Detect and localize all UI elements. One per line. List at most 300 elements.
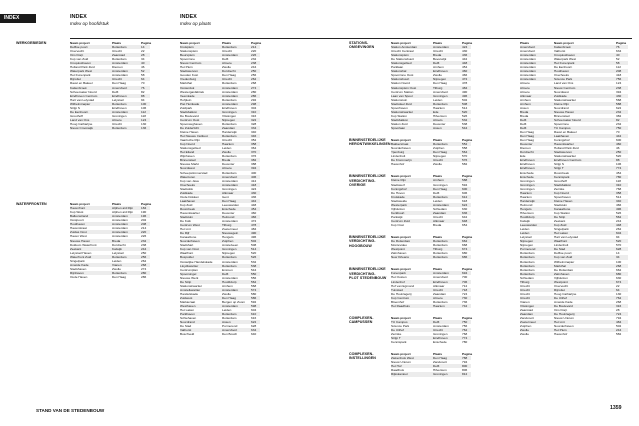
place-cell: Zalmhaven (554, 271, 570, 276)
page-cell: 112 (141, 109, 146, 114)
project-cell: Zoetermeer (520, 320, 536, 325)
place-cell: Rotterdam (112, 270, 127, 275)
project-cell: Spoorzone (180, 57, 195, 62)
page-cell: 340 (251, 130, 257, 135)
place-cell: Tilburg (222, 223, 232, 228)
project-cell: Lindenhof (391, 279, 405, 284)
place-cell: Nieuwe Haven (554, 109, 575, 114)
project-cell: Ziekenhuis West (391, 356, 414, 361)
project-cell: Schiedam (520, 275, 534, 280)
page-cell: 436 (462, 53, 468, 58)
place-cell: Amsterdam (112, 73, 128, 78)
project-cell: Het Eiland (180, 150, 195, 155)
project-cell: Boschveld (180, 332, 195, 337)
project-cell: Breda (520, 109, 529, 114)
place-cell: Den Haag (433, 81, 447, 86)
place-cell: Naam project (554, 41, 574, 45)
place-cell: Waterpark West (554, 57, 577, 62)
page-cell: 558 (462, 146, 468, 151)
page-cell: 484 (462, 85, 468, 90)
page-cell: 238 (141, 242, 147, 247)
project-cell: Haarlem (520, 190, 532, 195)
project-cell: Kruisplein (180, 45, 194, 50)
page-cell: 662 (462, 239, 468, 244)
project-cell: Singelpark (70, 258, 85, 263)
section-label-line: VERDICHTING- (349, 239, 376, 244)
place-cell: Kop Station (554, 210, 570, 215)
project-cell: Laan van Spoor (391, 93, 413, 98)
project-cell: Stationsbuurt (391, 77, 410, 82)
project-cell: Eindhoven (520, 162, 535, 167)
place-cell: Den Haag (433, 356, 447, 361)
project-cell: Rijkskantoor (391, 372, 409, 377)
page-cell: 226 (141, 234, 147, 239)
project-cell: Lloydkwartier (180, 263, 199, 268)
project-cell: Eindhoven Centrum (70, 93, 98, 98)
header-left-subtitle: Index op hoofdstuk (70, 21, 109, 26)
page-cell: 400 (251, 170, 257, 175)
project-cell: Binnenstad (180, 158, 196, 163)
place-cell: Rotterdam (222, 170, 237, 175)
place-cell: Amsterdam (112, 234, 128, 239)
place-cell: Rotterdam (433, 194, 448, 199)
page-cell: 286 (251, 93, 257, 98)
page-cell: 630 (616, 275, 622, 280)
project-cell: Kruiskade (391, 194, 405, 199)
place-cell: Haarlem (433, 105, 445, 110)
place-cell: Eindhoven (433, 279, 448, 284)
place-cell: Amsterdam (222, 101, 238, 106)
project-cell: Naam project (180, 41, 200, 45)
page-cell: 674 (616, 279, 622, 284)
project-cell: Naam project (391, 315, 411, 320)
page-cell: 580 (251, 291, 257, 296)
project-cell: Stationsplein (391, 53, 409, 58)
project-cell: Enschede (520, 170, 534, 175)
place-cell: Utrecht (112, 49, 122, 54)
section-label (349, 174, 386, 187)
project-cell: Vaartsche Rijn (180, 138, 200, 143)
place-cell: Rotterdam (222, 154, 237, 159)
page-cell: 582 (616, 332, 622, 337)
place-cell: Schoemaker Noord (554, 117, 581, 122)
place-cell: Alkmaar (433, 218, 445, 223)
project-cell: Deventer (520, 142, 533, 147)
table-row (391, 126, 471, 130)
place-cell: Amsterdam (112, 61, 128, 66)
page-cell: 532 (251, 259, 257, 264)
project-cell: Eindhoven (520, 158, 535, 163)
place-cell: Ede (433, 109, 439, 114)
project-cell: Scheepstimmerstad (180, 170, 208, 175)
page-cell: 118 (616, 178, 621, 183)
section-label (349, 235, 386, 248)
project-cell: Schoemaker Noord (70, 89, 97, 94)
page-cell: 508 (251, 243, 257, 248)
project-cell: Noorderhaven (180, 239, 200, 244)
table-row (520, 332, 628, 336)
page-cell: 388 (251, 162, 257, 167)
header-right-title: INDEX (180, 14, 197, 20)
place-cell: Rotterdam (433, 299, 448, 304)
place-cell: Groningen (222, 247, 237, 252)
place-cell: Zutphen (433, 146, 445, 151)
project-cell: Delft (520, 121, 527, 126)
project-cell: Science Park (391, 323, 410, 328)
project-cell: De Strip (180, 279, 192, 284)
project-cell: Roombeek (180, 206, 195, 211)
place-cell: Haarlem (433, 303, 445, 308)
project-cell: Handelskade (180, 291, 199, 296)
page-cell: 418 (616, 73, 622, 78)
page-cell: 756 (462, 323, 468, 328)
project-cell: Markiezaat (180, 300, 196, 304)
page-cell: 448 (616, 223, 622, 228)
place-cell: Deventer (222, 162, 235, 167)
place-cell: De Strip (554, 215, 566, 220)
place-cell: Nieuw Centrum (554, 85, 576, 90)
project-cell: Parklaan (391, 65, 404, 70)
place-cell: De Eenhoorn (554, 65, 573, 70)
project-cell: Naam project (70, 41, 90, 45)
place-cell: Breda (222, 158, 231, 163)
project-cell: De Kolk (180, 219, 191, 224)
page-cell: 244 (141, 246, 147, 251)
section-label-line: COMPLEXEN- (349, 315, 374, 320)
page-cell: 622 (616, 105, 622, 110)
project-cell: Land van Ons (70, 117, 90, 122)
project-cell: Eindhoven (520, 166, 535, 171)
place-cell: Laakhaven (554, 134, 570, 139)
place-cell: Rotterdam (222, 45, 237, 50)
place-cell: Amsterdam (112, 230, 128, 235)
place-cell: Havenhof (554, 332, 568, 337)
page-cell: 130 (141, 121, 147, 126)
place-cell: Holland Park Zuid (554, 146, 579, 151)
project-cell: Vijfsluizen (391, 206, 405, 211)
place-cell: Almelo (433, 117, 443, 122)
place-cell: Nijmegen (222, 251, 236, 256)
place-cell: Zeekant (554, 219, 566, 224)
place-cell: Groningen (433, 372, 448, 377)
place-cell: Helmond (222, 215, 235, 220)
place-cell: Breda (433, 223, 442, 227)
place-cell: Arnhem (222, 283, 233, 288)
project-cell: Amersfoort (520, 45, 536, 50)
place-cell: Den Haag (222, 198, 236, 203)
place-cell: Hengelo (222, 235, 234, 240)
project-cell: Strijp T (391, 336, 401, 341)
project-cell: Leeuwarden (520, 223, 538, 228)
project-cell: Naam project (70, 202, 90, 207)
page-cell: 250 (141, 250, 147, 255)
place-cell: Kennispark (554, 174, 570, 179)
page-cell: 600 (616, 138, 622, 143)
project-cell: Zaanstad (520, 308, 533, 313)
place-cell: Singelpark (554, 227, 569, 232)
page-cell: 136 (141, 125, 147, 130)
project-cell: Balkonstrand (70, 214, 89, 219)
place-cell: Rotterdam (222, 312, 237, 317)
place-cell: Kleine Haven (554, 198, 573, 203)
page-cell: 190 (141, 210, 147, 215)
place-cell: Utrecht (433, 214, 443, 219)
place-cell: Katwijk (112, 246, 122, 251)
project-cell: Groningen (520, 178, 535, 183)
place-cell: Den Haag (112, 274, 126, 279)
page-cell: 100 (141, 101, 147, 106)
page-cell: 94 (141, 97, 145, 102)
page-cell: 448 (462, 61, 468, 66)
place-cell: Utrecht (433, 49, 443, 54)
place-cell: Het Funenpark (554, 61, 575, 66)
place-cell: Waalfront (554, 239, 568, 244)
project-cell: Noordwest (180, 166, 195, 171)
place-cell: Ameide Kade (554, 300, 573, 304)
place-cell: Stationskwartier (554, 97, 577, 102)
page-cell: 806 (462, 368, 468, 373)
project-cell: Rotterdam (520, 251, 535, 256)
page-cell: 430 (616, 93, 622, 98)
page-cell: 640 (251, 332, 257, 337)
page-cell: 610 (251, 312, 257, 317)
table-row (391, 340, 471, 344)
place-cell: Amersfoort (222, 174, 238, 179)
project-cell: Kop van Oost (180, 247, 199, 252)
project-cell: Stationskwartier (180, 283, 203, 288)
place-cell: Vianen (112, 262, 122, 267)
place-cell: De Uithof (554, 295, 567, 300)
project-cell: Hof van Egmond (391, 283, 415, 288)
page-cell: 674 (462, 247, 468, 252)
page-cell: 352 (251, 138, 257, 143)
project-cell: Naam project (391, 235, 411, 240)
project-cell: TU Campus (391, 319, 408, 324)
place-cell: Roombeek (554, 170, 569, 175)
place-cell: Assen (433, 125, 442, 130)
project-cell: Nieuw Centrum (180, 61, 202, 66)
page-cell: 268 (616, 263, 622, 268)
project-cell: Het Lint (180, 227, 191, 232)
place-cell: Utrecht (112, 121, 122, 126)
page-cell: 124 (141, 117, 147, 122)
place-cell: Het Laken (554, 231, 569, 236)
page-cell: 724 (462, 291, 468, 296)
place-cell: Amsterdam (222, 287, 238, 292)
page-cell: 538 (251, 263, 257, 268)
project-cell: Kleine Rijn (391, 178, 406, 183)
place-cell: Stationskwartier (554, 154, 577, 159)
project-cell: De Houtzagerij (391, 291, 412, 296)
page-cell: 460 (251, 210, 257, 215)
place-cell: TU Campus (554, 125, 571, 130)
project-cell: Montevideo (391, 243, 407, 248)
project-cell: Holland Park Zuid (70, 65, 95, 70)
place-cell: Het Lint (554, 320, 565, 325)
project-cell: Zwolle (520, 328, 529, 333)
place-cell: Alphen a/d Rijn (112, 206, 133, 211)
page-cell: 526 (616, 210, 622, 215)
page-cell: 604 (616, 231, 622, 236)
page-cell: 22 (616, 283, 620, 288)
project-cell: Rotterdam (520, 267, 535, 272)
place-cell: Utrecht (222, 77, 232, 82)
project-cell: Zutphen (520, 324, 532, 329)
project-cell: Centrum Station (391, 89, 414, 94)
page-cell: 292 (251, 97, 257, 102)
project-cell: Het Raadhuis (391, 303, 410, 308)
project-cell: Hoofddorp (520, 215, 535, 220)
project-cell: Hengelo (520, 206, 532, 211)
page-cell: 562 (616, 215, 622, 220)
place-cell: Utrecht (433, 287, 443, 292)
project-cell: Het Laken (180, 308, 195, 313)
project-cell: Rotterdam (520, 271, 535, 276)
place-cell: Wilhelminapier (554, 259, 575, 264)
page-cell: 694 (462, 271, 468, 276)
project-cell: Gouden Kust (180, 73, 199, 78)
header-left (70, 14, 109, 27)
project-cell: Nieuwe Werk (180, 275, 199, 280)
project-cell: Leiden (520, 227, 530, 232)
project-cell: Kleine Haven (180, 130, 199, 135)
section-label-line: COMPLEXEN- (349, 352, 374, 357)
place-cell: Rotterdam (222, 81, 237, 86)
place-cell: Hilversum (433, 368, 447, 373)
page-cell: 364 (251, 146, 257, 151)
place-cell: De Houtzagerij (554, 312, 575, 317)
page-cell: 28 (141, 53, 145, 58)
project-cell: Amsterdam (520, 53, 536, 58)
page-cell: 436 (251, 194, 257, 199)
place-cell: Rotterdam (433, 142, 448, 147)
place-cell: Almere (222, 166, 232, 171)
project-cell: Watertoren (180, 174, 196, 179)
project-cell: Den Haag (520, 130, 534, 135)
page-cell: 574 (251, 287, 257, 292)
place-cell: Enschede (222, 206, 236, 211)
page-cell: 496 (251, 235, 257, 240)
project-cell: Nieuw Crooswijk (70, 125, 93, 130)
project-cell: Ypenburg (391, 150, 405, 155)
project-cell: Westhaven (180, 304, 196, 309)
place-cell: Utrecht (433, 158, 443, 163)
page-cell: 76 (616, 45, 620, 50)
place-cell: Amstelveen (222, 243, 239, 248)
place-cell: Amsterdam (112, 69, 128, 74)
page-cell: 424 (462, 45, 468, 50)
place-cell: Spoorzone (554, 121, 569, 126)
place-cell: Purmerend (222, 324, 238, 329)
place-cell: Zoetermeer (222, 227, 238, 232)
page-cell: 358 (251, 142, 257, 147)
project-cell: Zandvoort (520, 316, 534, 321)
project-cell: Havenhof (391, 162, 405, 167)
project-cell: Overhoeks (180, 182, 195, 187)
page-cell: 750 (462, 319, 468, 324)
place-cell: Amersfoort (222, 328, 238, 333)
place-cell: Groningen (433, 93, 448, 98)
project-cell: Rijnhaven (70, 270, 84, 275)
page-cell: 768 (462, 332, 468, 337)
project-cell: Stadswerf (391, 182, 405, 187)
project-cell: Koningshof (391, 186, 407, 191)
project-cell: Stationshal (391, 69, 407, 74)
project-cell: Delft (520, 125, 527, 130)
section-label-line: OVERIGE (349, 182, 366, 187)
project-cell: Hofplein (180, 97, 192, 102)
page-cell: 286 (141, 274, 147, 279)
place-cell: Amsterdam (112, 226, 128, 231)
page-cell: 46 (616, 146, 620, 151)
place-cell: Ons Dorp (554, 308, 568, 313)
place-cell: Delftse poort (554, 251, 572, 256)
project-cell: Oude Dokken (180, 194, 199, 199)
page-cell: 718 (462, 287, 468, 292)
place-cell: Alphen a/d Rijn (112, 210, 133, 215)
place-cell: Noorderhaven (554, 324, 574, 329)
place-cell: Rotterdam (112, 254, 127, 259)
project-cell: Groningen (520, 182, 535, 187)
place-cell: Rotterdam (433, 101, 448, 106)
page-cell: 226 (251, 53, 257, 58)
table-row (391, 372, 471, 376)
place-cell: Rotterdam (433, 251, 448, 256)
page-cell: 304 (251, 105, 257, 110)
place-cell: Rotterdam (222, 121, 237, 126)
page-cell: 576 (462, 158, 468, 163)
project-cell: Enschede (520, 174, 534, 179)
project-cell: Dordrecht (520, 150, 534, 155)
project-cell: De Zuiderlicht (180, 125, 200, 130)
page-cell: 606 (462, 190, 468, 195)
place-cell: De Rotterdam (554, 267, 574, 272)
project-cell: Stadswerven (180, 69, 198, 74)
place-cell: Groningen (112, 113, 127, 118)
page-cell: 520 (251, 251, 257, 256)
place-cell: Rotterdam (222, 316, 237, 321)
place-cell: Plaats (433, 352, 443, 357)
section-label-line: HOOGBOUW (349, 243, 372, 248)
page-cell: 774 (462, 336, 468, 341)
page-cell: 686 (462, 255, 468, 260)
page-cell: 460 (462, 69, 468, 74)
project-cell: Den Haag (520, 138, 534, 143)
page-cell: 526 (251, 255, 257, 260)
place-cell: Rotterdam (222, 134, 237, 139)
place-cell: Plaats (433, 138, 443, 143)
place-cell: Eindhoven (433, 336, 448, 341)
place-cell: Markthal (554, 263, 566, 268)
project-cell: Kerkbuurt (391, 210, 405, 215)
project-cell: Naam project (391, 41, 411, 45)
page-cell: 478 (251, 223, 257, 228)
place-cell: Rotterdam (112, 101, 127, 106)
project-cell: Stadsdeel Zuid (391, 101, 412, 106)
page-cell: 256 (251, 73, 257, 78)
page-cell: 472 (462, 77, 468, 82)
project-cell: Naam project (391, 352, 411, 357)
project-cell: Vlissingen (520, 304, 535, 309)
project-cell: Station Amsterdam (391, 45, 418, 50)
section-label-line: INSTELLINGEN (349, 356, 376, 361)
page-cell: 634 (251, 328, 257, 333)
place-cell: Almere (112, 117, 122, 122)
page-cell: 46 (141, 65, 145, 70)
page-cell: 812 (462, 372, 468, 377)
place-cell: Lelystad (112, 250, 124, 255)
page-cell: 430 (251, 190, 257, 195)
